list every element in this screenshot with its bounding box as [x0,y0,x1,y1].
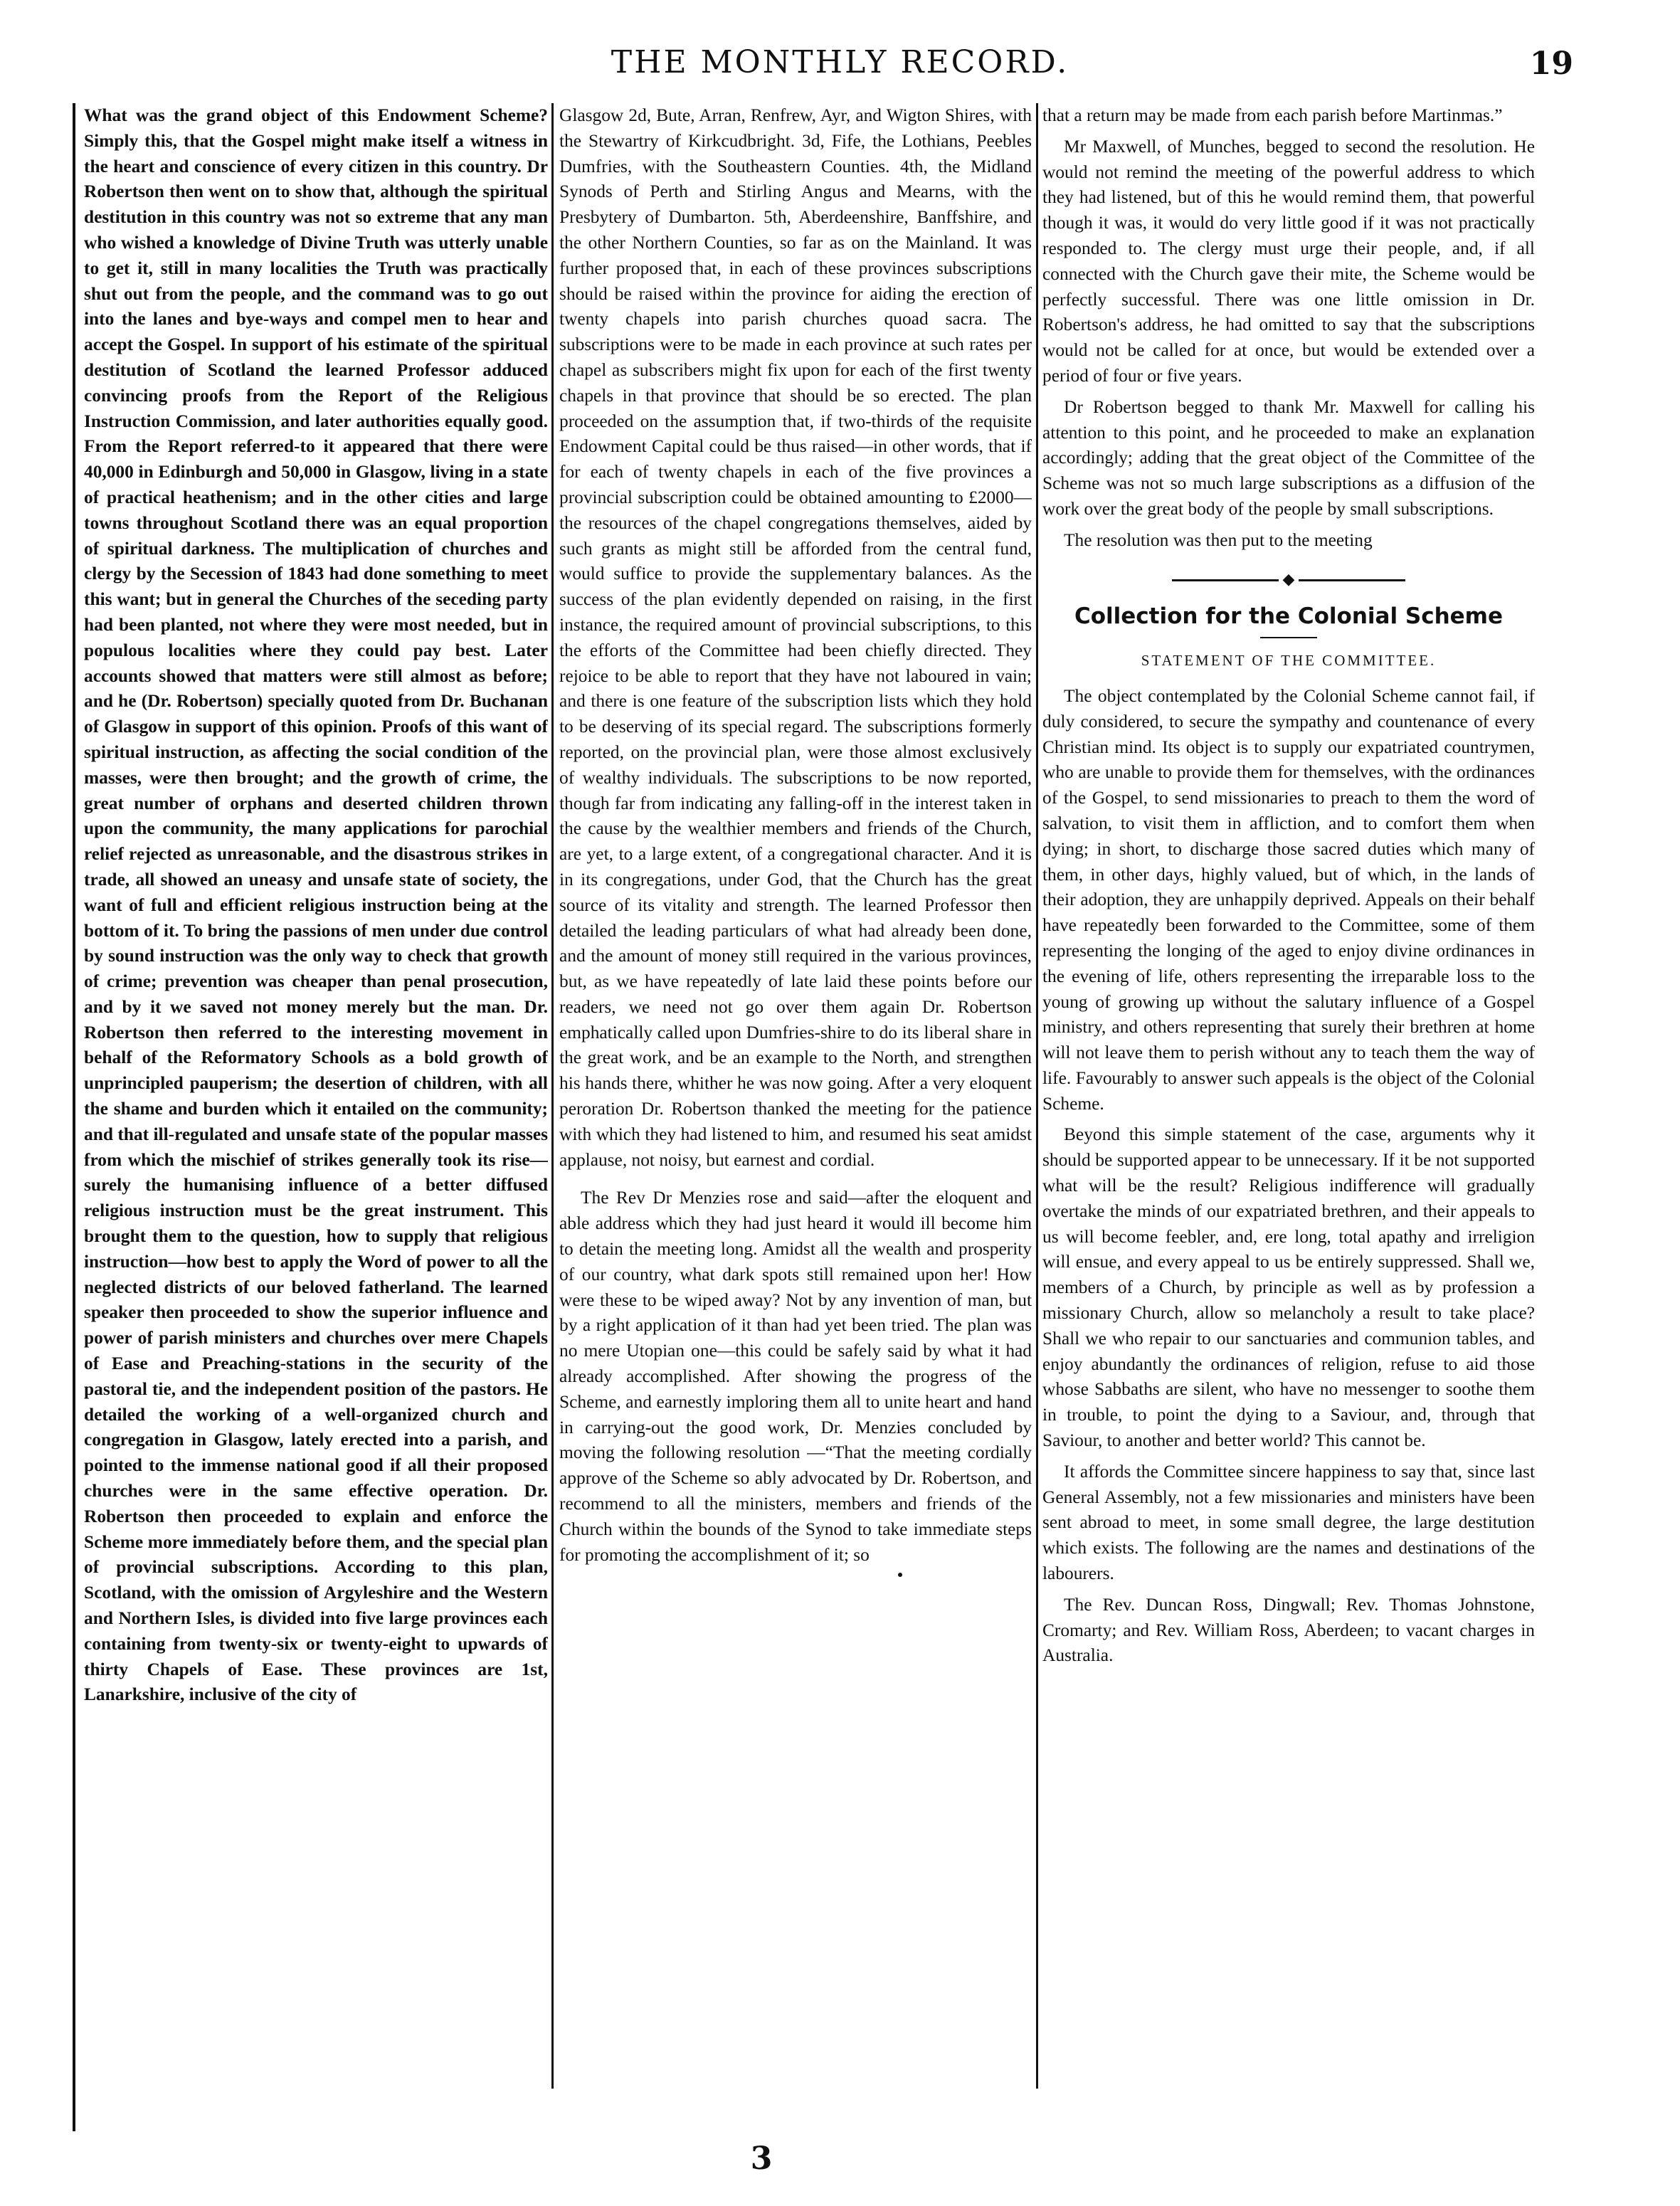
col3-paragraph-5: The object contemplated by the Colonial Scheme cannot fail, if duly considered, to secure the sympathy and countenance of every Christian mind. Its object is to supply our expatriated countrymen, who are unable to provide them for themselves, with the ordinances of the Gospel, to send missionaries to preach to them the word of salvation, to visit them in affliction, and to comfort them when dying; in short, to discharge those sacred duties which many of them, in other days, highly valued, but of which, in the lands of their adoption, they are unhappily deprived. Appeals on their behalf have repeatedly been forwarded to the Committee, some of them representing the longing of the aged to enjoy divine ordinances in the evening of life, others representing the irreparable loss to the young of growing up without the salutary influence of a Gospel ministry, and others representing that surely their brethren at home will not leave them to perish without any to teach them the way of life. Favourably to answer such appeals is the object of the Colonial Scheme. [1042,685,1535,1114]
column-divider-1 [551,103,554,2089]
col3-paragraph-1: that a return may be made from each parish before Martinmas.” [1042,105,1503,125]
column-3 [1042,103,1535,2092]
col3-paragraph-6: Beyond this simple statement of the case, arguments why it should be supported appear to be unnecessary. If it be not supported what will be the result? Religious indifference will gradually overtake the minds of our expatriated brethren, and their appeals to us will become feebler, and, ere long, total apathy and irreligion will ensue, and every appeal to us be entirely suppressed. Shall we, members of a Church, by principle as well as by profession a missionary Church, allow so melancholy a result to take place? Shall we who repair to our sanctuaries and communion tables, and enjoy abundantly the ordinances of religion, refuse to aid those whose Sabbaths are silent, who have no messenger to soothe them in trouble, to point the dying to a Saviour, and, through that Saviour, to another and better world? This cannot be. [1042,1124,1535,1451]
section-title: Collection for the Colonial Scheme [1074,603,1503,630]
running-head [0,44,1680,87]
page-number: 19 [1529,46,1573,82]
column-divider-2 [1036,103,1038,2089]
column-2 [559,103,1032,2092]
journal-title: THE MONTHLY RECORD. [611,44,1069,80]
col2-paragraph-1: Glasgow 2d, Bute, Arran, Renfrew, Ayr, and Wigton Shires, with the Stewartry of Kirkcudbright. 3d, Fife, the Lothians, Peebles Dumfries, with the Southeastern Counties. 4th, the Midland Synods of Perth and Stirling Angus and Mearns, with the Presbytery of Dumbarton. 5th, Aberdeenshire, Banffshire, and the other Northern Counties, so far as on the Mainland. It was further proposed that, in each of these provinces subscriptions should be raised within the province for aiding the erection of twenty chapels into parish churches quoad sacra. The subscriptions were to be made in each province at such rates per chapel as subscribers might fix upon for each of the first twenty chapels in that province that should be so erected. The plan proceeded on the assumption that, if two-thirds of the requisite Endowment Capital could be thus raised—in other words, that if for each of twenty chapels in each of the five provinces a provincial subscription could be obtained amounting to £2000—the resources of the chapel congregations themselves, aided by such grants as might still be afforded from the central fund, would suffice to provide the supplementary balances. As the success of the plan evidently depended on raising, in the first instance, the required amount of provincial subscriptions, to this the efforts of the Committee had been chiefly directed. They rejoice to be able to report that they have not laboured in vain; and there is one feature of the subscription lists which they hold to be deserving of its special regard. The subscriptions formerly reported, on the provincial plan, were those almost exclusively of wealthy individuals. The subscriptions to be now reported, though far from indicating any falling-off in the interest taken in the cause by the wealthier members and friends of the Church, are yet, to a large extent, of a congregational character. And it is in its congregations, under God, that the Church has the great source of its vitality and strength. The learned Professor then detailed the leading particulars of what had already been done, and the amount of money still required in the various provinces, but, as we have repeatedly of late laid these points before our readers, we need not go over them again Dr. Robertson emphatically called upon Dumfries-shire to do its liberal share in the great work, and be an example to the North, and strengthen his hands there, whither he was now going. After a very eloquent peroration Dr. Robertson thanked the meeting for the patience with which they had listened to him, and resumed his seat amidst applause, not noisy, but earnest and cordial. [559,105,1032,1170]
col3-paragraph-8: The Rev. Duncan Ross, Dingwall; Rev. Thomas Johnstone, Cromarty; and Rev. William Ross, Aberdeen; to vacant charges in Australia. [1042,1594,1535,1666]
section-divider-ornament: ◆ [1042,566,1535,592]
col3-paragraph-2: Mr Maxwell, of Munches, begged to second the resolution. He would not remind the meeting of the powerful address to which they had listened, but of this he would remind them, that powerful though it was, it would do very little good if it was not practically responded to. The clergy must urge their people, and, if all connected with the Church gave their mite, the Scheme would be perfectly successful. There was one little omission in Dr. Robertson's address, he had omitted to say that the subscriptions would not be called for at once, but would be extended over a period of four or five years. [1042,136,1535,386]
col1-paragraph-1: What was the grand object of this Endowment Scheme? Simply this, that the Gospel might make itself a witness in the heart and conscience of every citizen in this country. Dr Robertson then went on to show that, although the spiritual destitution in this country was not so extreme that any man who wished a knowledge of Divine Truth was utterly unable to get it, still in many localities the Truth was practically shut out from the people, and the command was to go out into the lanes and bye-ways and compel men to hear and accept the Gospel. In support of his estimate of the spiritual destitution of Scotland the learned Professor adduced convincing proofs from the Report of the Religious Instruction Commission, and later authorities equally good. From the Report referred-to it appeared that there were 40,000 in Edinburgh and 50,000 in Glasgow, living in a state of practical heathenism; and in the other cities and large towns throughout Scotland there was an equal proportion of spiritual darkness. The multiplication of churches and clergy by the Secession of 1843 had done something to meet this want; but in general the Churches of the seceding party had been planted, not where they were most needed, but in populous localities where they could pay best. Later accounts showed that matters were still almost as before; and he (Dr. Robertson) specially quoted from Dr. Buchanan of Glasgow in support of this opinion. Proofs of this want of spiritual instruction, as affecting the social condition of the masses, were then brought; and the growth of crime, the great number of orphans and deserted children thrown upon the community, the many applications for parochial relief rejected as unreasonable, and the disastrous strikes in trade, all showed an uneasy and unsafe state of society, the want of full and efficient religious instruction being at the bottom of it. To bring the passions of men under due control by sound instruction was the only way to check that growth of crime; prevention was cheaper than penal prosecution, and by it we saved not money merely but the man. Dr. Robertson then referred to the interesting movement in behalf of the Reformatory Schools as a bold growth of unprincipled pauperism; the desertion of children, with all the shame and burden which it entailed on the community; and that ill-regulated and unsafe state of the popular masses from which the mischief of strikes generally took its rise—surely the humanising influence of a better diffused religious instruction must be the great instrument. This brought them to the question, how to supply that religious instruction—how best to apply the Word of power to all the neglected districts of our beloved fatherland. The learned speaker then proceeded to show the superior influence and power of parish ministers and churches over mere Chapels of Ease and Preaching-stations in the security of the pastoral tie, and the independent position of the pastors. He detailed the working of a well-organized church and congregation in Glasgow, lately erected into a parish, and pointed to the immense national good if all their proposed churches were in the same effective operation. Dr. Robertson then proceeded to explain and enforce the Scheme more immediately before them, and the special plan of provincial subscriptions. According to this plan, Scotland, with the omission of Argyleshire and the Western and Northern Isles, is divided into five large provinces each containing from twenty-six or twenty-eight to upwards of thirty Chapels of Ease. These provinces are 1st, Lanarkshire, inclusive of the city of [84,105,548,1705]
section-title-rule [1260,637,1317,638]
col3-paragraph-7: It affords the Committee sincere happiness to say that, since last General Assembly, not a few missionaries and ministers have been sent abroad to meet, in some small degree, the large destitution which exists. The following are the names and destinations of the labourers. [1042,1461,1535,1584]
col3-paragraph-3: Dr Robertson begged to thank Mr. Maxwell for calling his attention to this point, and he proceeded to make an explanation accordingly; adding that the great object of the Committee of the Scheme was not so much large subscriptions as a diffusion of the work over the great body of the people by small subscriptions. [1042,396,1535,519]
signature-mark: 3 [750,2141,773,2177]
stray-mark [898,1573,902,1577]
col2-paragraph-2: The Rev Dr Menzies rose and said—after the eloquent and able address which they had just heard it would ill become him to detain the meeting long. Amidst all the wealth and prosperity of our country, what dark spots still remained upon her! How were these to be wiped away? Not by any invention of man, but by a right application of it than had yet been tried. The plan was no mere Utopian one—this could be safely said by what it had already accomplished. After showing the progress of the Scheme, and earnestly imploring them all to unite heart and hand in carrying-out the good work, Dr. Menzies concluded by moving the following resolution —“That the meeting cordially approve of the Scheme so ably advocated by Dr. Robertson, and recommend to all the ministers, members and friends of the Church within the bounds of the Synod to take immediate steps for promoting the accomplishment of it; so [559,1188,1032,1565]
section-subtitle: STATEMENT OF THE COMMITTEE. [1141,652,1437,670]
left-margin-rule [73,103,75,2131]
col3-paragraph-4: The resolution was then put to the meeting [1064,529,1373,550]
column-1 [84,103,548,2092]
